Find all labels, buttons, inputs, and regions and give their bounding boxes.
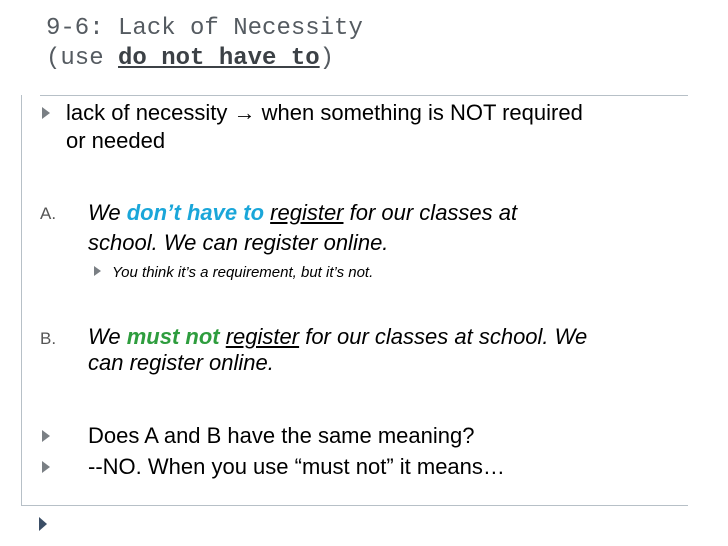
corner-triangle-icon xyxy=(39,517,47,531)
definition-line-1: lack of necessity → when something is NOT required xyxy=(66,100,583,125)
vertical-rule xyxy=(21,95,22,505)
top-rule xyxy=(40,95,688,96)
question-2: --NO. When you use “must not” it means… xyxy=(88,454,505,479)
title-keyword: do not have to xyxy=(118,45,320,72)
item-a-sub-bullet: You think it’s a requirement, but it’s not. xyxy=(112,264,374,281)
item-b-register: register xyxy=(225,324,300,349)
sub-bullet-triangle-icon xyxy=(94,266,101,276)
item-b-letter: B. xyxy=(40,329,57,348)
item-a-register: register xyxy=(270,200,344,225)
title-line-1: 9-6: Lack of Necessity xyxy=(46,15,363,42)
item-a-highlight: don’t have to xyxy=(126,200,265,225)
item-b-we: We xyxy=(88,324,127,349)
title-prefix: (use xyxy=(46,45,119,72)
item-a-letter: A. xyxy=(40,204,57,223)
bullet-triangle-icon xyxy=(42,430,50,442)
title-line-2 xyxy=(46,44,363,74)
question-1: Does A and B have the same meaning? xyxy=(88,423,475,448)
item-b-line-1 xyxy=(88,323,587,351)
item-b-rest: for our classes at school. We xyxy=(299,324,588,349)
bottom-rule xyxy=(21,505,688,506)
item-b-highlight: must not xyxy=(126,324,220,349)
item-a-we: We xyxy=(88,200,127,225)
definition-line-2: or needed xyxy=(66,128,166,153)
item-a-rest: for our classes at xyxy=(343,200,518,225)
item-a-line-2: school. We can register online. xyxy=(88,230,389,255)
slide-title xyxy=(46,14,363,74)
bullet-triangle-icon xyxy=(42,107,50,119)
item-a-line-1 xyxy=(88,199,517,227)
bullet-triangle-icon xyxy=(42,461,50,473)
title-suffix: ) xyxy=(319,45,335,72)
item-b-line-2: can register online. xyxy=(88,350,274,375)
